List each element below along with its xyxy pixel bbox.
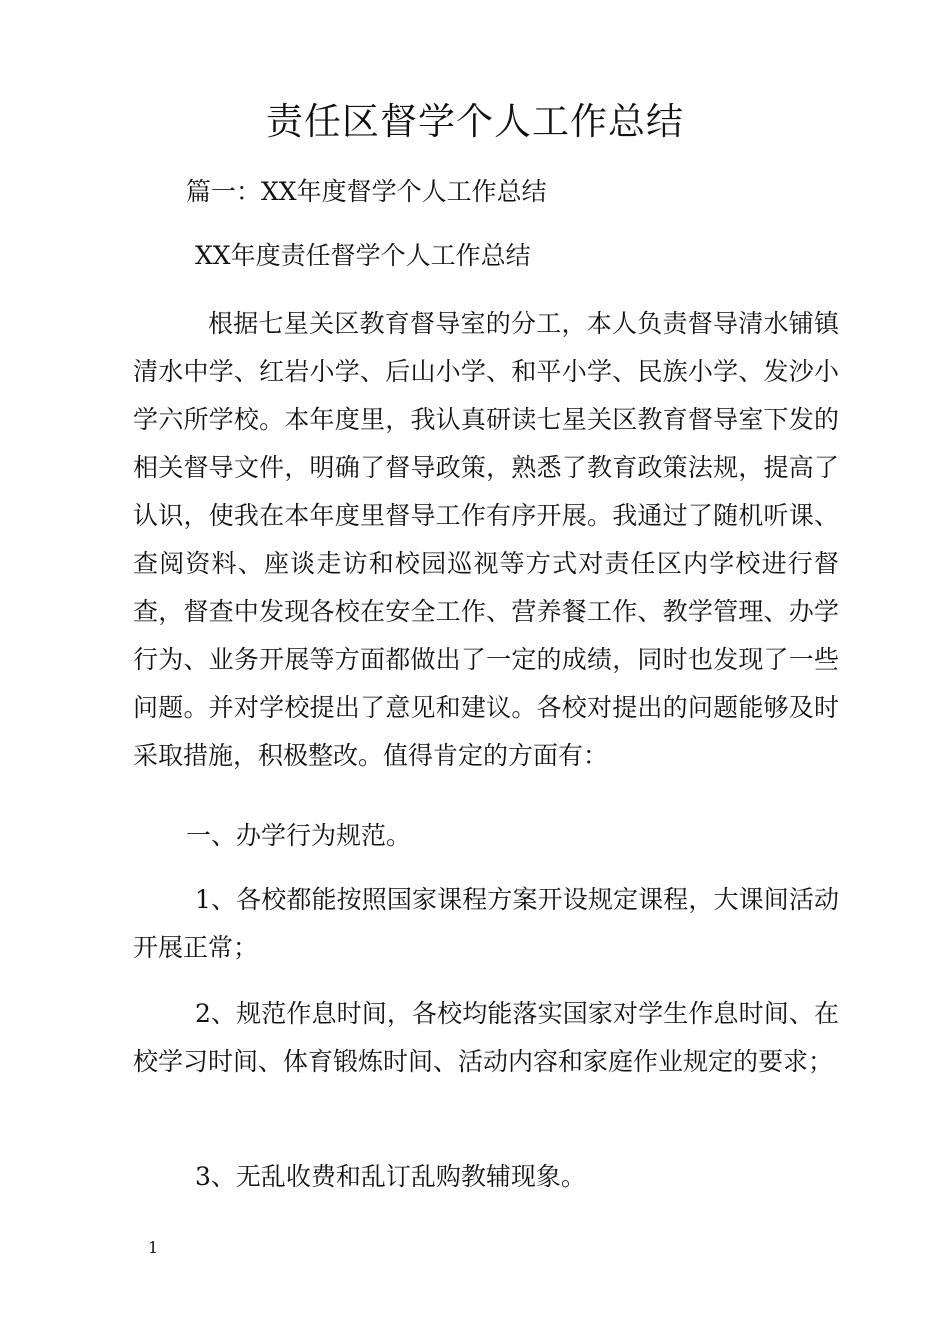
- document-title: 责任区督学个人工作总结: [266, 100, 684, 143]
- intro-paragraph: 根据七星关区教育督导室的分工，本人负责督导清水铺镇清水中学、红岩小学、后山小学、和平小学、民族小学、发沙小学六所学校。本年度里，我认真研读七星关区教育督导室下发的相关督导文件，明确了督导政策，熟悉了教育政策法规，提高了认识，使我在本年度里督导工作有序开展。我通过了随机听课、查阅资料、座谈走访和校园巡视等方式对责任区内学校进行督查，督查中发现各校在安全工作、营养餐工作、教学管理、办学行为、业务开展等方面都做出了一定的成绩，同时也发现了一些问题。并对学校提出了意见和建议。各校对提出的问题能够及时采取措施，积极整改。值得肯定的方面有：: [133, 309, 839, 770]
- page-number: 1: [148, 1238, 159, 1257]
- list-item: 1、各校都能按照国家课程方案开设规定课程，大课间活动开展正常；: [133, 885, 839, 962]
- list-item: 3、无乱收费和乱订乱购教辅现象。: [195, 1162, 586, 1191]
- point-heading: 一、办学行为规范。: [186, 821, 412, 850]
- subheading: XX年度责任督学个人工作总结: [195, 241, 531, 270]
- section-heading: 篇一：XX年度督学个人工作总结: [186, 177, 547, 206]
- list-item: 2、规范作息时间，各校均能落实国家对学生作息时间、在校学习时间、体育锻炼时间、活动内容和家庭作业规定的要求；: [133, 999, 839, 1076]
